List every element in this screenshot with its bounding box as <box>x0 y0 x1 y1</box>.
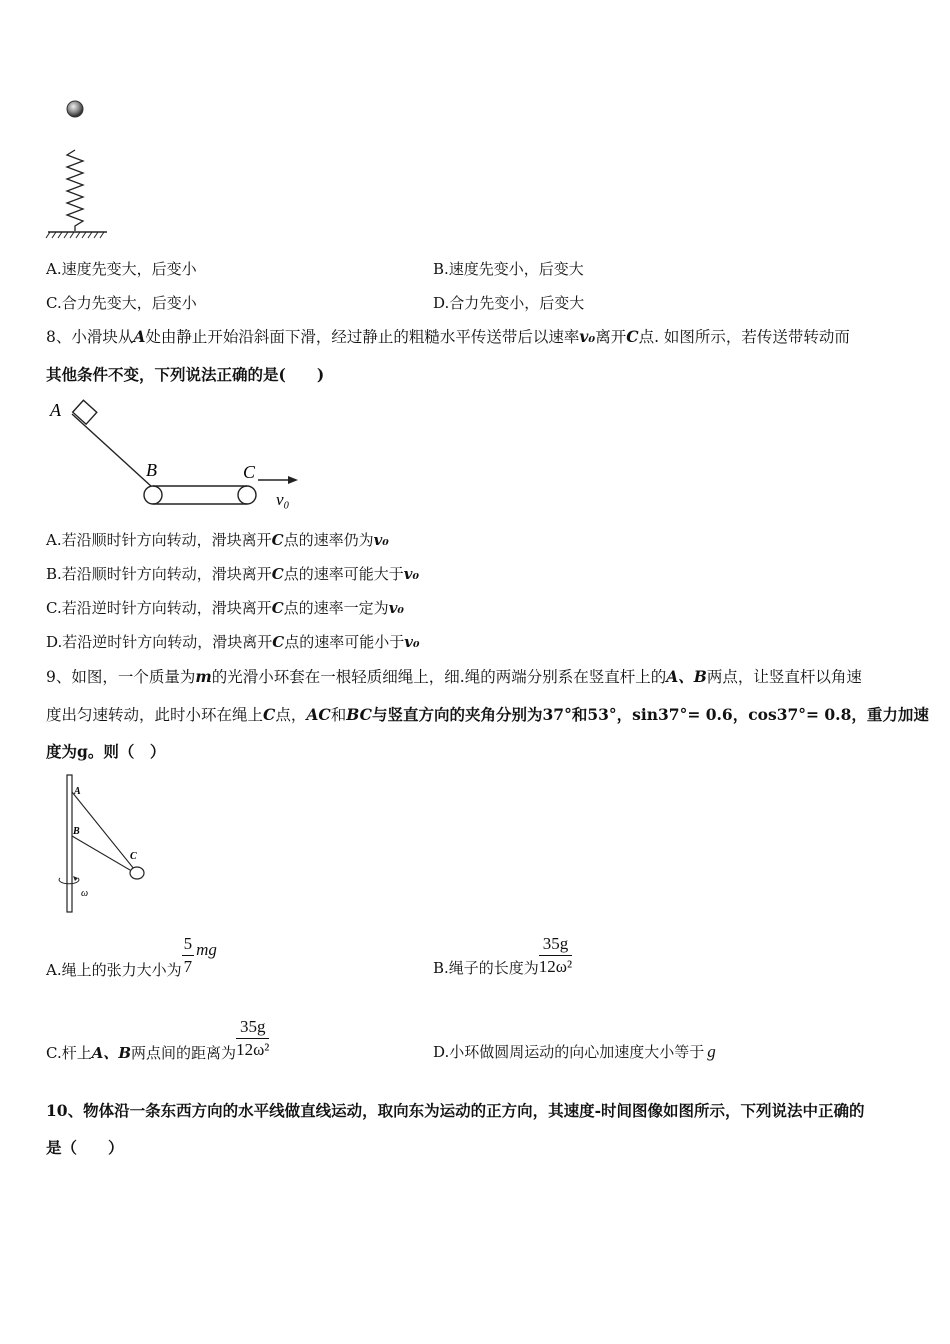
fraction-5-7: $\frac{5}{7}$ <box>183 934 193 976</box>
ball <box>67 101 83 117</box>
q9-stem-line2: 度出匀速转动，此时小环在绳上C点，AC和BC与竖直方向的夹角分别为37°和53°，sin37°= 0.6，cos37°= 0.8，重力加速 <box>46 705 929 724</box>
label-a: A <box>74 786 81 797</box>
incline <box>72 414 152 487</box>
q9-stem-line1: 9、如图，一个质量为m的光滑小环套在一根轻质细绳上，细.绳的两端分别系在竖直杆上的A、B两点，让竖直杆以角速 <box>46 667 862 686</box>
q7-option-a: A.速度先变大，后变小 <box>46 260 197 278</box>
q9-option-c: C.杆上A、B两点间的距离为 $\frac{35g}{\text{12ω²}}$ <box>46 1017 270 1062</box>
vertical-rod <box>67 775 72 912</box>
label-b: B <box>73 826 80 837</box>
q10-stem-line2: 是（ ） <box>46 1138 124 1157</box>
q7-option-b: B.速度先变小，后变大 <box>433 260 584 278</box>
spring <box>67 150 83 231</box>
pulley-right <box>238 486 256 504</box>
pulley-left <box>144 486 162 504</box>
q8-option-b: B.若沿顺时针方向转动，滑块离开C点的速率可能大于v₀ <box>46 565 420 583</box>
ball-spring-figure <box>40 95 120 245</box>
fraction-35g-12w2: $\frac{35g}{\text{12ω²}}$ <box>538 934 573 976</box>
q8-option-c: C.若沿逆时针方向转动，滑块离开C点的速率一定为v₀ <box>46 599 404 617</box>
label-c: C <box>243 462 256 482</box>
q8-stem-line2: 其他条件不变，下列说法正确的是( ) <box>46 365 325 384</box>
label-c: C <box>130 851 137 862</box>
rotating-rod-figure <box>50 772 160 917</box>
q8-option-a: A.若沿顺时针方向转动，滑块离开C点的速率仍为v₀ <box>46 531 389 549</box>
q9-stem-line3: 度为g。则（ ） <box>46 742 166 761</box>
fraction-35g-12w2: $\frac{35g}{\text{12ω²}}$ <box>236 1017 270 1059</box>
label-b: B <box>146 460 157 480</box>
q8-stem-line1: 8、小滑块从A处由静止开始沿斜面下滑，经过静止的粗糙水平传送带后以速率v₀离开C点. 如图所示，若传送带转动而 <box>46 327 850 346</box>
q9-option-a: A.绳上的张力大小为 $\frac{5}{7}$ mg <box>46 934 217 979</box>
q9-option-b: B.绳子的长度为 $\frac{35g}{\text{12ω²}}$ <box>433 934 573 977</box>
velocity-arrowhead <box>288 476 298 484</box>
ground-hatch <box>46 232 104 238</box>
label-omega: ω <box>81 888 89 899</box>
q9-option-d: D.小环做圆周运动的向心加速度大小等于 g <box>433 1042 716 1061</box>
q10-stem-line1: 10、物体沿一条东西方向的水平线做直线运动，取向东为运动的正方向，其速度-时间图像如图所示，下列说法中正确的 <box>46 1101 865 1120</box>
q7-option-d: D.合力先变小，后变大 <box>433 294 585 312</box>
slider-block <box>73 400 97 424</box>
label-v0: v₀ <box>276 490 290 509</box>
rope-ac <box>72 792 134 869</box>
q8-option-d: D.若沿逆时针方向转动，滑块离开C点的速率可能小于v₀ <box>46 633 420 651</box>
label-a: A <box>50 400 61 420</box>
q7-option-c: C.合力先变大，后变小 <box>46 294 197 312</box>
incline-conveyor-figure <box>40 392 320 522</box>
ring <box>130 867 144 879</box>
